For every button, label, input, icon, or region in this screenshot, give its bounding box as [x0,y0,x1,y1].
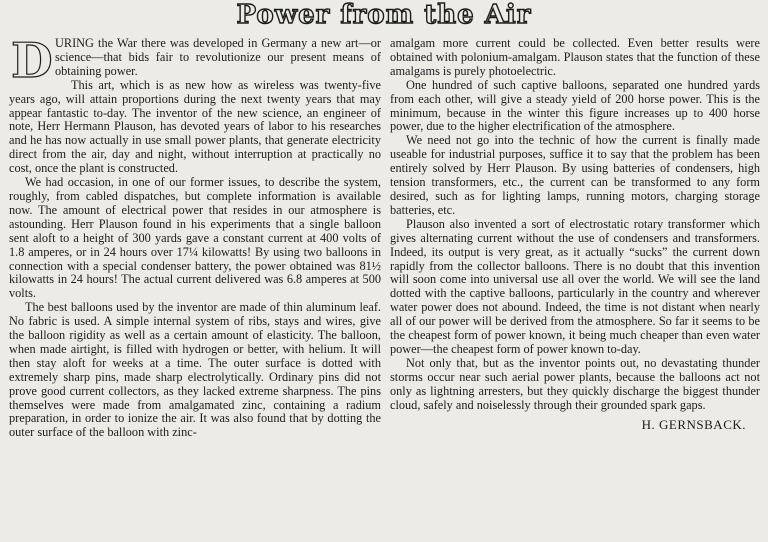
first-paragraph-text: URING the War there was developed in Germany a new art—or science—that bids fair to revolutionize our present means of obtaining power. [55,36,381,78]
paragraph: Plauson also invented a sort of electrostatic rotary transformer which gives alternating current without the use of condensers and transformers. Indeed, its output is very great, as it actually “sucks” the current down rapidly from the collector balloons. There is no doubt that this invention will soon come into universal use all over the world. We will see the land dotted with the captive balloons, particularly in the country and wherever water power does not abound. Indeed, the time is not distant when nearly all of our power will be derived from the atmosphere. So far it seems to be the cheapest form of power known, it being much cheaper than even water power—the cheapest form of power known to-day. [390,216,760,356]
paragraph: One hundred of such captive balloons, separated one hundred yards from each other, will give a steady yield of 200 horse power. This is the minimum, because in the winter this figure increases up to 400 horse power, due to the higher electrification of the atmosphere. [390,77,760,134]
article-title: Power from the Air [236,0,532,30]
first-paragraph [9,33,381,89]
paragraph: This art, which is as new how as wireless was twenty-five years ago, will attain proportions during the next twenty years that may appear fantastic to-day. The inventor of the new science, an engineer of note, Herr Hermann Plauson, has devoted years of labor to his researches and he has now actually in use small power plants, that generate electricity direct from the air, day and night, without interruption at practically no cost, once the plant is constructed. [9,77,381,176]
right-column [390,37,760,432]
left-column [9,33,381,440]
paragraph: We had occasion, in one of our former issues, to describe the system, roughly, from cabled dispatches, but complete information is available now. The amount of electrical power that resides in our atmosphere is astounding. Herr Plauson found in his experiments that a single balloon sent aloft to a height of 300 yards gave a constant current at 400 volts of 1.8 amperes, or in 24 hours over 17¼ kilowatts! By using two balloons in connection with a special condenser battery, the power obtained was 81½ kilowatts in 24 hours! The actual current delivered was 6.8 amperes at 500 volts. [9,175,381,301]
drop-cap: D [11,33,53,89]
continued-paragraph: amalgam more current could be collected. Even better results were obtained with polonium-amalgam. Plauson states that the function of these amalgams is purely photoelectric. [390,36,760,78]
paragraph: The best balloons used by the inventor are made of thin aluminum leaf. No fabric is used. A simple internal system of ribs, stays and wires, give the balloon rigidity as well as a certain amount of elasticity. The balloon, when made airtight, is filled with hydrogen or better, with helium. It will then stay aloft for weeks at a time. The outer surface is dotted with extremely sharp pins, made sharp electrolytically. Ordinary pins did not prove good current collectors, as they lacked extreme sharpness. The pins themselves were made from amalgamated zinc, containing a radium preparation, in order to ionize the air. It was also found that by dotting the outer surface of the balloon with zinc- [9,300,381,440]
author-signature: H. GERNSBACK. [641,417,746,433]
paragraph: We need not go into the technic of how the current is finally made useable for industrial purposes, suffice it to say that the problem has been entirely solved by Herr Plauson. By using batteries of condensers, high tension transformers, etc., the current can be transformed to any form desired, such as for lighting lamps, running motors, charging storage batteries, etc. [390,133,760,217]
paragraph: Not only that, but as the inventor points out, no devastating thunder storms occur near such aerial power plants, because the balloons act not only as lightning arresters, but they quickly discharge the biggest thunder cloud, safely and noiselessly through their grounded spark gaps. [390,355,760,412]
